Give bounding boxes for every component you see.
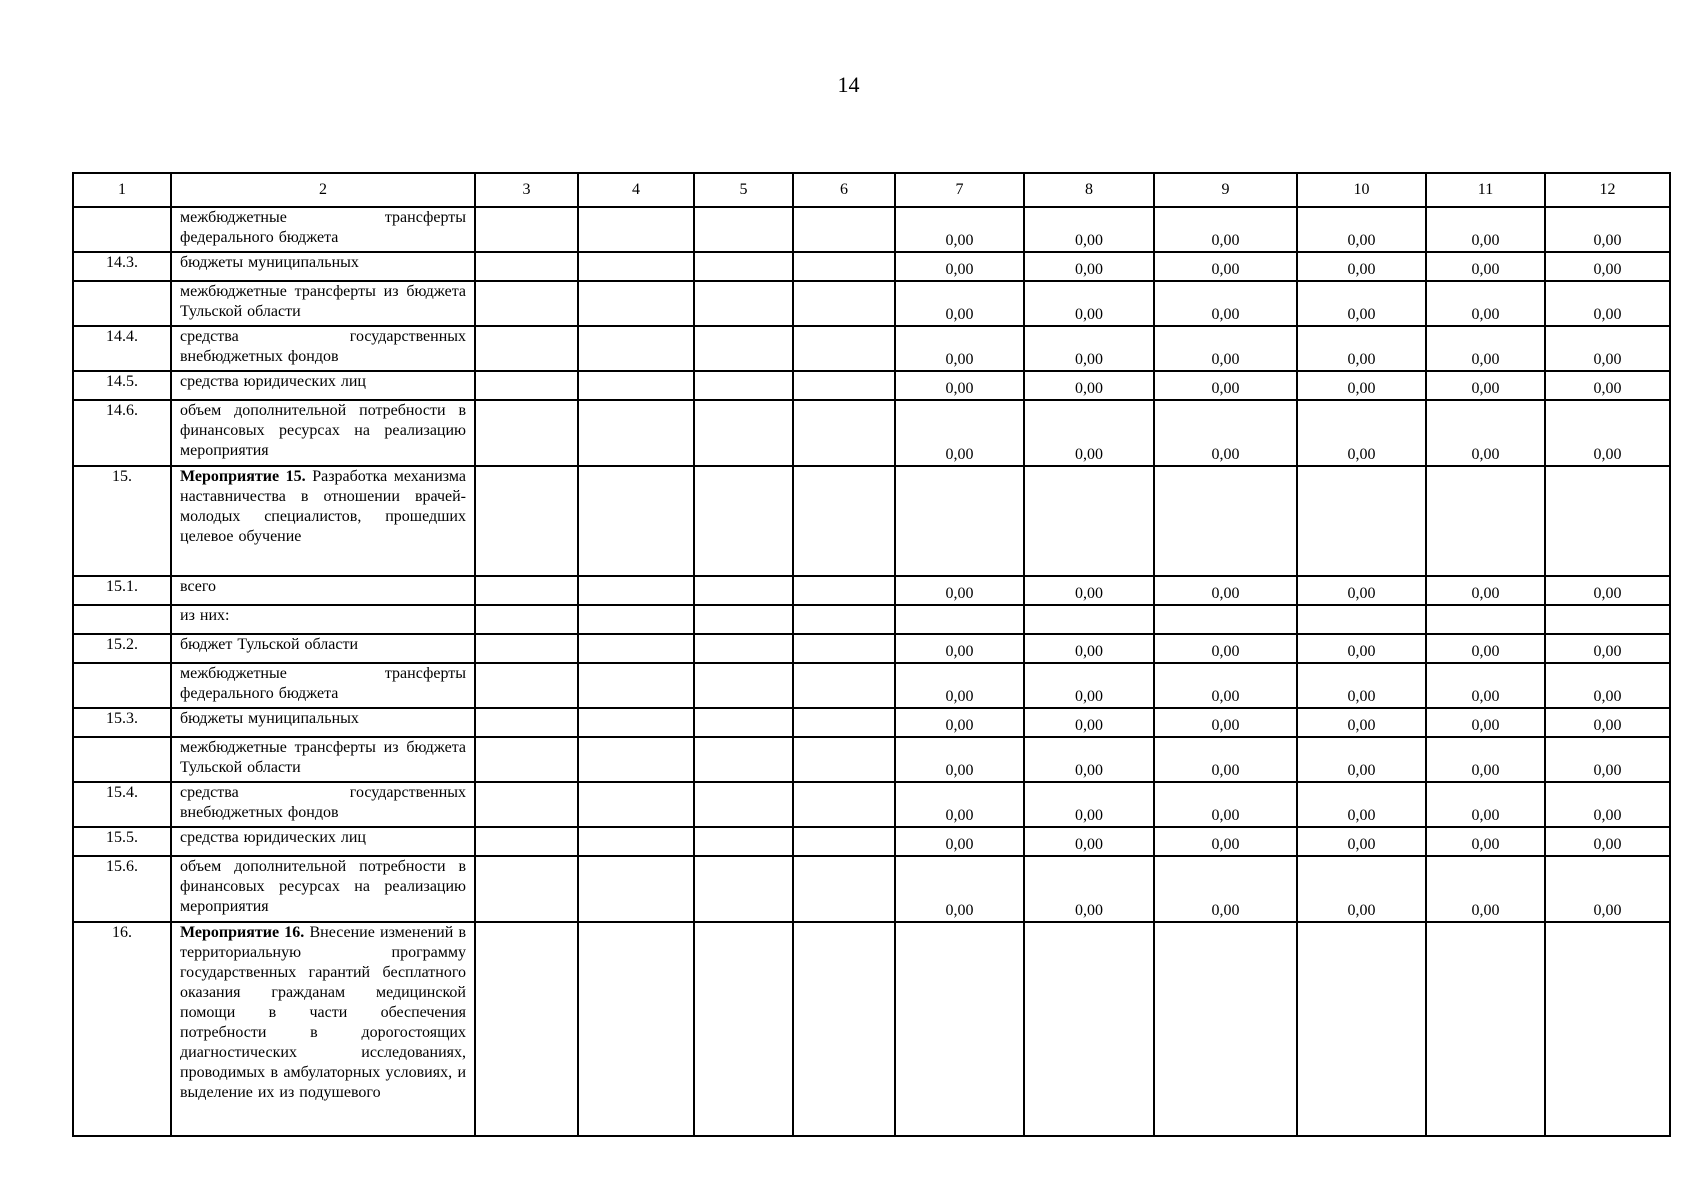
value-cell: 0,00	[1545, 737, 1670, 782]
value-cell	[1545, 605, 1670, 634]
value-cell: 0,00	[1545, 576, 1670, 605]
empty-cell	[578, 708, 694, 737]
value-cell: 0,00	[1024, 782, 1154, 827]
value-cell: 0,00	[1024, 400, 1154, 466]
value-cell: 0,00	[1426, 400, 1545, 466]
value-cell: 0,00	[895, 281, 1024, 326]
value-cell: 0,00	[1297, 663, 1426, 708]
empty-cell	[475, 782, 578, 827]
value-cell: 0,00	[1426, 827, 1545, 856]
table-row	[73, 466, 1670, 576]
value-cell: 0,00	[895, 400, 1024, 466]
empty-cell	[793, 663, 895, 708]
value-cell: 0,00	[1426, 634, 1545, 663]
value-cell	[895, 605, 1024, 634]
value-cell: 0,00	[1426, 856, 1545, 922]
table-row	[73, 371, 1670, 400]
value-cell	[1024, 605, 1154, 634]
column-header: 2	[171, 173, 475, 207]
empty-cell	[793, 466, 895, 576]
empty-cell	[578, 252, 694, 281]
empty-cell	[694, 663, 793, 708]
value-cell: 0,00	[1297, 576, 1426, 605]
empty-cell	[793, 605, 895, 634]
table-row	[73, 252, 1670, 281]
row-number: 14.6.	[73, 400, 171, 466]
value-cell: 0,00	[1297, 207, 1426, 252]
value-cell: 0,00	[1426, 252, 1545, 281]
value-cell	[1545, 466, 1670, 576]
empty-cell	[578, 400, 694, 466]
column-header: 10	[1297, 173, 1426, 207]
column-header: 7	[895, 173, 1024, 207]
value-cell: 0,00	[1545, 663, 1670, 708]
value-cell: 0,00	[895, 371, 1024, 400]
row-number	[73, 281, 171, 326]
table-row	[73, 634, 1670, 663]
value-cell: 0,00	[895, 856, 1024, 922]
empty-cell	[475, 207, 578, 252]
row-text: средства юридических лиц	[180, 829, 366, 846]
empty-cell	[694, 922, 793, 1136]
empty-cell	[475, 634, 578, 663]
empty-cell	[475, 856, 578, 922]
table-row	[73, 207, 1670, 252]
row-number: 15.2.	[73, 634, 171, 663]
value-cell: 0,00	[895, 326, 1024, 371]
table-row	[73, 400, 1670, 466]
table-body	[73, 173, 1670, 1136]
value-cell: 0,00	[1426, 737, 1545, 782]
value-cell: 0,00	[895, 737, 1024, 782]
value-cell: 0,00	[1297, 827, 1426, 856]
row-text: межбюджетные трансферты федерального бюджета	[180, 209, 466, 246]
value-cell: 0,00	[895, 708, 1024, 737]
row-description	[171, 663, 475, 708]
empty-cell	[694, 576, 793, 605]
value-cell: 0,00	[895, 207, 1024, 252]
empty-cell	[578, 466, 694, 576]
empty-cell	[578, 281, 694, 326]
row-number: 15.3.	[73, 708, 171, 737]
empty-cell	[793, 207, 895, 252]
row-text: средства государственных внебюджетных фондов	[180, 328, 466, 365]
column-header-row	[73, 173, 1670, 207]
row-number	[73, 207, 171, 252]
empty-cell	[578, 782, 694, 827]
value-cell: 0,00	[1024, 856, 1154, 922]
row-description	[171, 708, 475, 737]
value-cell: 0,00	[1545, 634, 1670, 663]
row-text: бюджет Тульской области	[180, 636, 359, 653]
row-text: межбюджетные трансферты из бюджета Тульской области	[180, 739, 466, 776]
row-text: бюджеты муниципальных	[180, 254, 359, 271]
empty-cell	[793, 856, 895, 922]
empty-cell	[793, 400, 895, 466]
table-row	[73, 782, 1670, 827]
value-cell: 0,00	[1297, 856, 1426, 922]
row-description	[171, 922, 475, 1136]
row-number: 16.	[73, 922, 171, 1136]
row-text: межбюджетные трансферты из бюджета Тульской области	[180, 283, 466, 320]
empty-cell	[475, 827, 578, 856]
row-description	[171, 207, 475, 252]
value-cell: 0,00	[1297, 782, 1426, 827]
empty-cell	[578, 634, 694, 663]
column-header: 12	[1545, 173, 1670, 207]
value-cell: 0,00	[1297, 326, 1426, 371]
value-cell: 0,00	[1024, 371, 1154, 400]
empty-cell	[793, 281, 895, 326]
value-cell	[1154, 466, 1297, 576]
empty-cell	[793, 326, 895, 371]
value-cell: 0,00	[1545, 782, 1670, 827]
row-description	[171, 252, 475, 281]
value-cell	[895, 922, 1024, 1136]
value-cell: 0,00	[895, 576, 1024, 605]
empty-cell	[694, 856, 793, 922]
empty-cell	[793, 634, 895, 663]
value-cell: 0,00	[1154, 856, 1297, 922]
table-row	[73, 856, 1670, 922]
value-cell: 0,00	[1024, 827, 1154, 856]
value-cell	[1297, 466, 1426, 576]
row-text: Разработка механизма наставничества в отношении врачей-молодых специалистов, прошедших целевое обучение	[180, 468, 467, 545]
value-cell: 0,00	[1154, 576, 1297, 605]
empty-cell	[475, 708, 578, 737]
value-cell: 0,00	[1426, 576, 1545, 605]
empty-cell	[694, 827, 793, 856]
empty-cell	[578, 922, 694, 1136]
empty-cell	[578, 737, 694, 782]
row-text: из них:	[180, 607, 230, 624]
value-cell	[1545, 922, 1670, 1136]
row-text: бюджеты муниципальных	[180, 710, 359, 727]
row-text: средства юридических лиц	[180, 373, 366, 390]
value-cell: 0,00	[1154, 634, 1297, 663]
value-cell: 0,00	[1024, 737, 1154, 782]
value-cell: 0,00	[1297, 371, 1426, 400]
empty-cell	[475, 400, 578, 466]
empty-cell	[694, 708, 793, 737]
value-cell	[1297, 605, 1426, 634]
value-cell: 0,00	[1545, 252, 1670, 281]
value-cell	[1426, 605, 1545, 634]
empty-cell	[578, 207, 694, 252]
row-number	[73, 737, 171, 782]
value-cell	[1426, 466, 1545, 576]
value-cell: 0,00	[1154, 371, 1297, 400]
row-text: Внесение изменений в территориальную программу государственных гарантий бесплатного оказания гражданам медицинской помощи в части обеспечения потребности в дорогостоящих диагностических исследованиях, проводимых в амбулаторных условиях, и выделение их из подушевого	[180, 924, 467, 1101]
empty-cell	[475, 605, 578, 634]
page-number: 14	[837, 72, 860, 97]
value-cell: 0,00	[1545, 856, 1670, 922]
empty-cell	[475, 326, 578, 371]
table-row	[73, 922, 1670, 1136]
value-cell: 0,00	[1545, 827, 1670, 856]
empty-cell	[694, 326, 793, 371]
value-cell: 0,00	[1297, 708, 1426, 737]
empty-cell	[694, 737, 793, 782]
empty-cell	[793, 782, 895, 827]
value-cell: 0,00	[1545, 371, 1670, 400]
value-cell	[1154, 922, 1297, 1136]
column-header: 5	[694, 173, 793, 207]
row-number: 15.6.	[73, 856, 171, 922]
row-description	[171, 827, 475, 856]
row-text: объем дополнительной потребности в финансовых ресурсах на реализацию мероприятия	[180, 402, 466, 459]
row-description	[171, 634, 475, 663]
value-cell: 0,00	[1426, 207, 1545, 252]
activity-title: Мероприятие 15.	[180, 468, 306, 485]
table-row	[73, 827, 1670, 856]
empty-cell	[475, 576, 578, 605]
row-number: 14.3.	[73, 252, 171, 281]
table-row	[73, 708, 1670, 737]
value-cell: 0,00	[1297, 400, 1426, 466]
empty-cell	[694, 252, 793, 281]
value-cell: 0,00	[1154, 252, 1297, 281]
value-cell: 0,00	[1154, 782, 1297, 827]
table-row	[73, 737, 1670, 782]
empty-cell	[694, 782, 793, 827]
budget-table	[72, 172, 1671, 1137]
empty-cell	[578, 663, 694, 708]
value-cell	[1426, 922, 1545, 1136]
empty-cell	[475, 922, 578, 1136]
empty-cell	[578, 856, 694, 922]
value-cell: 0,00	[1297, 252, 1426, 281]
value-cell: 0,00	[1426, 782, 1545, 827]
empty-cell	[793, 827, 895, 856]
row-description	[171, 782, 475, 827]
table-row	[73, 576, 1670, 605]
empty-cell	[793, 576, 895, 605]
empty-cell	[578, 371, 694, 400]
row-number: 15.4.	[73, 782, 171, 827]
value-cell: 0,00	[1545, 281, 1670, 326]
table-row	[73, 281, 1670, 326]
empty-cell	[694, 281, 793, 326]
empty-cell	[793, 708, 895, 737]
empty-cell	[793, 737, 895, 782]
row-number: 14.4.	[73, 326, 171, 371]
value-cell	[1154, 605, 1297, 634]
row-number	[73, 663, 171, 708]
value-cell: 0,00	[895, 252, 1024, 281]
value-cell: 0,00	[1024, 576, 1154, 605]
activity-title: Мероприятие 16.	[180, 924, 305, 941]
value-cell: 0,00	[895, 663, 1024, 708]
value-cell: 0,00	[1426, 663, 1545, 708]
table-row	[73, 663, 1670, 708]
value-cell: 0,00	[1297, 281, 1426, 326]
table-row	[73, 326, 1670, 371]
column-header: 6	[793, 173, 895, 207]
value-cell: 0,00	[1426, 708, 1545, 737]
value-cell: 0,00	[1024, 634, 1154, 663]
empty-cell	[475, 371, 578, 400]
row-text: объем дополнительной потребности в финансовых ресурсах на реализацию мероприятия	[180, 858, 466, 915]
row-number: 14.5.	[73, 371, 171, 400]
value-cell: 0,00	[1297, 737, 1426, 782]
empty-cell	[793, 371, 895, 400]
empty-cell	[578, 605, 694, 634]
empty-cell	[694, 371, 793, 400]
empty-cell	[694, 466, 793, 576]
value-cell	[1024, 922, 1154, 1136]
table-row	[73, 605, 1670, 634]
value-cell: 0,00	[1545, 326, 1670, 371]
empty-cell	[475, 466, 578, 576]
value-cell: 0,00	[895, 634, 1024, 663]
value-cell: 0,00	[1024, 281, 1154, 326]
row-description	[171, 371, 475, 400]
empty-cell	[475, 281, 578, 326]
column-header: 11	[1426, 173, 1545, 207]
value-cell: 0,00	[1545, 400, 1670, 466]
value-cell: 0,00	[1426, 326, 1545, 371]
row-number: 15.	[73, 466, 171, 576]
value-cell: 0,00	[1024, 252, 1154, 281]
value-cell: 0,00	[1154, 400, 1297, 466]
column-header: 9	[1154, 173, 1297, 207]
row-description	[171, 576, 475, 605]
row-description	[171, 281, 475, 326]
value-cell: 0,00	[1154, 737, 1297, 782]
value-cell: 0,00	[1154, 827, 1297, 856]
empty-cell	[475, 737, 578, 782]
empty-cell	[694, 605, 793, 634]
value-cell: 0,00	[1024, 663, 1154, 708]
value-cell: 0,00	[1426, 281, 1545, 326]
empty-cell	[475, 663, 578, 708]
row-text: всего	[180, 578, 217, 595]
empty-cell	[694, 207, 793, 252]
empty-cell	[793, 252, 895, 281]
empty-cell	[475, 252, 578, 281]
value-cell: 0,00	[895, 782, 1024, 827]
row-number	[73, 605, 171, 634]
column-header: 1	[73, 173, 171, 207]
row-number: 15.5.	[73, 827, 171, 856]
row-description	[171, 605, 475, 634]
column-header: 8	[1024, 173, 1154, 207]
row-description	[171, 856, 475, 922]
value-cell: 0,00	[1154, 207, 1297, 252]
value-cell: 0,00	[1426, 371, 1545, 400]
value-cell: 0,00	[1024, 207, 1154, 252]
value-cell: 0,00	[1154, 326, 1297, 371]
row-description	[171, 326, 475, 371]
column-header: 3	[475, 173, 578, 207]
value-cell	[895, 466, 1024, 576]
row-description	[171, 400, 475, 466]
empty-cell	[578, 326, 694, 371]
empty-cell	[578, 827, 694, 856]
row-number: 15.1.	[73, 576, 171, 605]
value-cell: 0,00	[1297, 634, 1426, 663]
value-cell: 0,00	[1024, 708, 1154, 737]
row-description	[171, 466, 475, 576]
value-cell	[1024, 466, 1154, 576]
empty-cell	[578, 576, 694, 605]
value-cell: 0,00	[1154, 663, 1297, 708]
empty-cell	[694, 634, 793, 663]
row-text: межбюджетные трансферты федерального бюджета	[180, 665, 466, 702]
empty-cell	[694, 400, 793, 466]
value-cell: 0,00	[1024, 326, 1154, 371]
value-cell	[1297, 922, 1426, 1136]
row-description	[171, 737, 475, 782]
value-cell: 0,00	[1545, 708, 1670, 737]
value-cell: 0,00	[895, 827, 1024, 856]
value-cell: 0,00	[1545, 207, 1670, 252]
empty-cell	[793, 922, 895, 1136]
value-cell: 0,00	[1154, 708, 1297, 737]
row-text: средства государственных внебюджетных фондов	[180, 784, 466, 821]
column-header: 4	[578, 173, 694, 207]
value-cell: 0,00	[1154, 281, 1297, 326]
